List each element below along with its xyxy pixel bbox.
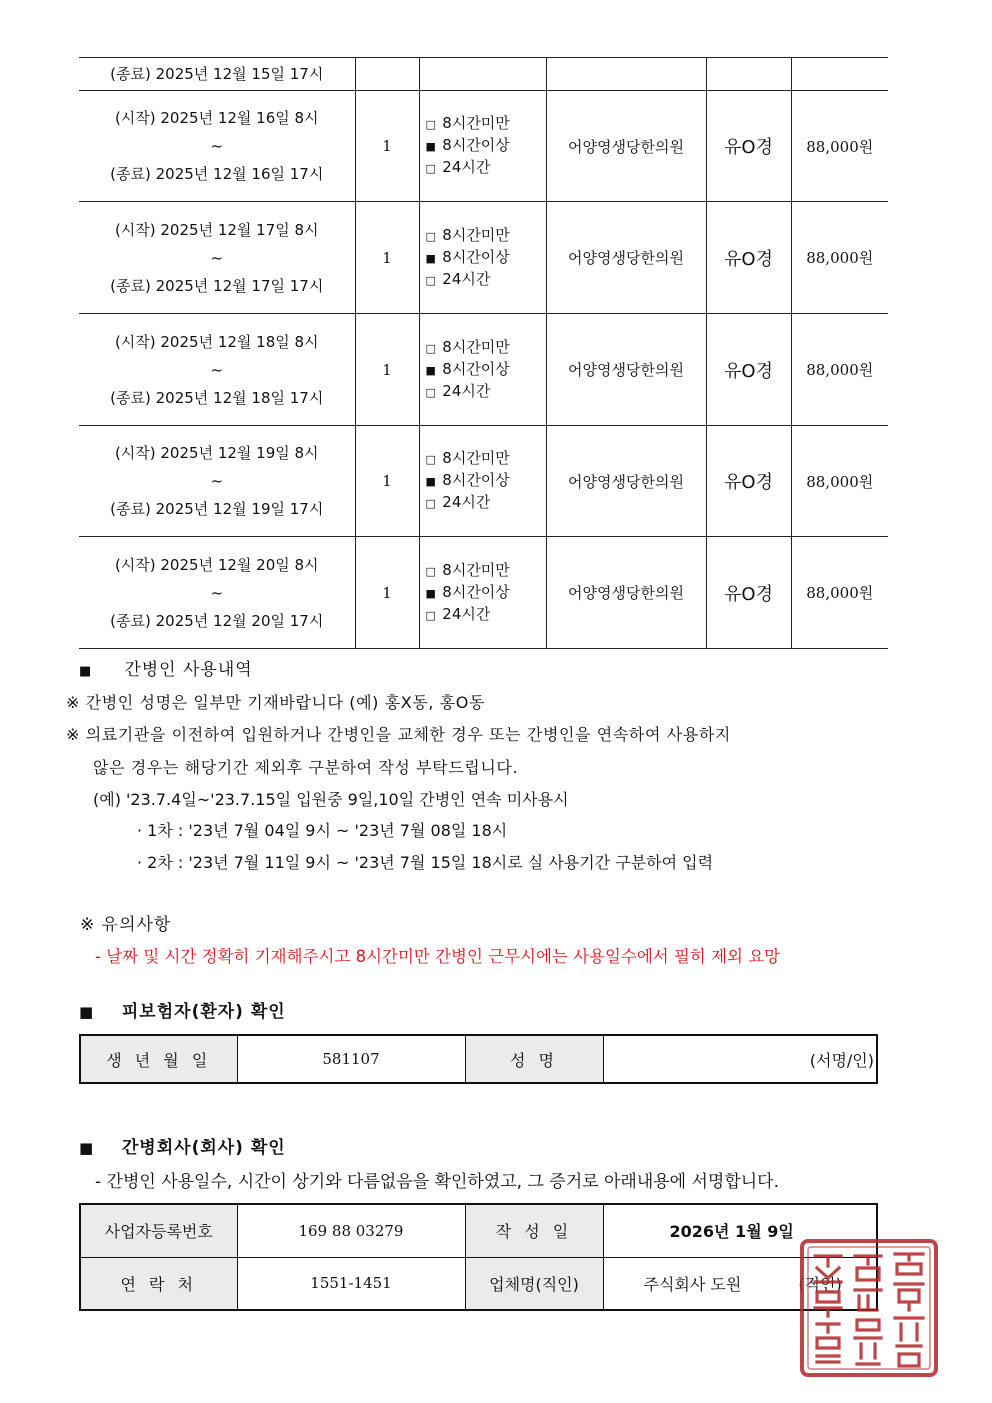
care-hours-option[interactable] <box>426 135 546 157</box>
insured-section-heading <box>79 997 286 1022</box>
care-hours-option-label: 8시간이상 <box>442 359 510 378</box>
care-hours-option[interactable] <box>426 381 546 403</box>
usage-example-second: · 2차 : '23년 7월 11일 9시 ~ '23년 7월 15일 18시로 실 사용기간 구분하여 입력 <box>137 853 714 872</box>
care-hours-options <box>419 426 546 537</box>
care-hours-option[interactable] <box>426 560 546 582</box>
usage-example: (예) '23.7.4일~'23.7.15일 입원중 9일,10일 간병인 연속 미사용시 <box>93 790 569 809</box>
care-hours-option[interactable] <box>426 470 546 492</box>
care-hours-option-label: 24시간 <box>442 604 491 623</box>
unchecked-box-icon[interactable]: □ <box>425 564 436 578</box>
company-name-label: 업체명(직인) <box>465 1257 603 1310</box>
signature-field[interactable]: (서명/인) <box>603 1035 877 1083</box>
unchecked-box-icon[interactable]: □ <box>425 453 436 466</box>
care-amount-cell <box>791 58 888 91</box>
company-row-1 <box>80 1204 877 1257</box>
company-name-value[interactable]: 주식회사 도원 <box>643 1274 742 1294</box>
write-date-label: 작 성 일 <box>465 1204 603 1257</box>
care-carer-cell: 유O경 <box>706 91 791 202</box>
reg-number-value[interactable]: 169 88 03279 <box>237 1204 465 1257</box>
caution-heading: ※ 유의사항 <box>80 915 172 935</box>
checked-box-icon[interactable]: ■ <box>425 475 436 488</box>
care-period-start: (시작) 2025년 12월 19일 8시 <box>114 444 319 462</box>
care-carer-cell: 유O경 <box>706 202 791 314</box>
birth-label: 생 년 월 일 <box>80 1035 237 1083</box>
care-hours-options <box>419 202 546 314</box>
care-row <box>79 202 888 314</box>
care-period-end: (종료) 2025년 12월 19일 17시 <box>110 500 324 518</box>
care-amount-cell: 88,000원 <box>791 426 888 537</box>
care-days-cell: 1 <box>355 537 419 649</box>
care-hours-option-label: 24시간 <box>442 493 491 511</box>
usage-bullet: ■ <box>79 664 93 679</box>
company-section-heading <box>79 1133 286 1158</box>
usage-note-transfer-cont: 않은 경우는 해당기간 제외후 구분하여 작성 부탁드립니다. <box>93 758 519 777</box>
care-hours-option-label: 8시간미만 <box>442 114 510 132</box>
company-seal-stamp <box>799 1238 939 1378</box>
company-table <box>79 1203 878 1311</box>
company-seal-label: (직인) <box>798 1274 842 1294</box>
care-hours-options <box>419 58 546 91</box>
care-hours-options <box>419 537 546 649</box>
care-hours-option-label: 8시간미만 <box>442 560 510 579</box>
care-hours-option-label: 24시간 <box>442 158 491 176</box>
care-period-end: (종료) 2025년 12월 18일 17시 <box>110 388 324 407</box>
care-period-cell <box>79 91 355 202</box>
usage-note-transfer: ※ 의료기관을 이전하여 입원하거나 간병인을 교체한 경우 또는 간병인을 연속하여 사용하지 <box>66 725 731 744</box>
care-row <box>79 91 888 202</box>
care-amount-cell: 88,000원 <box>791 537 888 649</box>
care-row <box>79 314 888 426</box>
care-hours-option[interactable] <box>426 448 546 470</box>
care-hours-option-label: 8시간미만 <box>442 449 510 467</box>
care-place-cell: 어양영생당한의원 <box>546 202 706 314</box>
contact-value[interactable]: 1551-1451 <box>237 1257 465 1310</box>
care-usage-table <box>79 57 888 649</box>
unchecked-box-icon[interactable]: □ <box>425 162 436 175</box>
care-period-tilde: ~ <box>210 248 224 267</box>
checked-box-icon[interactable]: ■ <box>425 363 436 377</box>
usage-title: 간병인 사용내역 <box>124 660 253 680</box>
care-place-cell: 어양영생당한의원 <box>546 91 706 202</box>
usage-note-name: ※ 간병인 성명은 일부만 기재바랍니다 (예) 홍X동, 홍O동 <box>66 693 486 712</box>
care-row <box>79 426 888 537</box>
care-carer-cell: 유O경 <box>706 426 791 537</box>
care-period-start: (시작) 2025년 12월 17일 8시 <box>114 220 319 239</box>
birth-value[interactable]: 581107 <box>237 1035 465 1083</box>
care-period-tilde: ~ <box>210 360 224 379</box>
checked-box-icon[interactable]: ■ <box>425 251 436 265</box>
care-period-cell <box>79 202 355 314</box>
care-hours-option-label: 8시간미만 <box>442 337 510 356</box>
care-days-cell: 1 <box>355 202 419 314</box>
company-title: 간병회사(회사) 확인 <box>121 1138 286 1158</box>
care-period-start: (시작) 2025년 12월 18일 8시 <box>114 332 319 351</box>
care-table-body <box>79 58 888 649</box>
care-place-cell <box>546 58 706 91</box>
care-hours-option-label: 8시간미만 <box>442 225 510 244</box>
insured-title: 피보험자(환자) 확인 <box>121 1002 286 1022</box>
care-days-cell: 1 <box>355 426 419 537</box>
care-hours-option[interactable] <box>426 269 546 291</box>
care-hours-option[interactable] <box>426 113 546 135</box>
care-days-cell: 1 <box>355 91 419 202</box>
care-hours-option[interactable] <box>426 157 546 179</box>
usage-example-first: · 1차 : '23년 7월 04일 9시 ~ '23년 7월 08일 18시 <box>137 821 508 840</box>
care-amount-cell: 88,000원 <box>791 314 888 426</box>
insured-row <box>80 1035 877 1083</box>
care-row <box>79 58 888 91</box>
unchecked-box-icon[interactable]: □ <box>425 341 436 355</box>
unchecked-box-icon[interactable]: □ <box>425 385 436 399</box>
company-bullet: ■ <box>79 1139 95 1157</box>
unchecked-box-icon[interactable]: □ <box>425 608 436 622</box>
care-place-cell: 어양영생당한의원 <box>546 426 706 537</box>
unchecked-box-icon[interactable]: □ <box>425 497 436 510</box>
care-period-end: (종료) 2025년 12월 15일 17시 <box>110 65 324 83</box>
care-days-cell: 1 <box>355 314 419 426</box>
caution-text: - 날짜 및 시간 정확히 기재해주시고 8시간미만 간병인 근무시에는 사용일수에서 필히 제외 요망 <box>95 947 781 966</box>
name-label: 성 명 <box>465 1035 603 1083</box>
checked-box-icon[interactable]: ■ <box>425 586 436 600</box>
company-statement: - 간병인 사용일수, 시간이 상기와 다름없음을 확인하였고, 그 증거로 아래내용에 서명합니다. <box>95 1172 779 1192</box>
care-hours-option-label: 8시간이상 <box>442 136 510 154</box>
usage-section-heading <box>79 655 253 680</box>
care-period-cell <box>79 314 355 426</box>
care-amount-cell: 88,000원 <box>791 91 888 202</box>
care-period-cell <box>79 58 355 91</box>
write-date-value[interactable]: 2026년 1월 9일 <box>603 1204 877 1257</box>
care-period-tilde: ~ <box>210 583 224 602</box>
care-period-cell <box>79 426 355 537</box>
care-hours-option[interactable] <box>426 604 546 626</box>
care-carer-cell: 유O경 <box>706 314 791 426</box>
care-days-cell <box>355 58 419 91</box>
care-place-cell: 어양영생당한의원 <box>546 537 706 649</box>
care-period-cell <box>79 537 355 649</box>
care-hours-options <box>419 314 546 426</box>
insured-bullet: ■ <box>79 1003 95 1021</box>
contact-label: 연 락 처 <box>80 1257 237 1310</box>
care-hours-option-label: 24시간 <box>442 269 491 288</box>
care-amount-cell: 88,000원 <box>791 202 888 314</box>
unchecked-box-icon[interactable]: □ <box>425 229 436 243</box>
care-period-end: (종료) 2025년 12월 16일 17시 <box>110 165 324 183</box>
reg-number-label: 사업자등록번호 <box>80 1204 237 1257</box>
unchecked-box-icon[interactable]: □ <box>425 273 436 287</box>
care-period-end: (종료) 2025년 12월 20일 17시 <box>110 611 324 630</box>
care-hours-option[interactable] <box>426 582 546 604</box>
care-period-start: (시작) 2025년 12월 20일 8시 <box>114 555 319 574</box>
care-hours-option-label: 8시간이상 <box>442 582 510 601</box>
care-period-tilde: ~ <box>210 137 224 155</box>
care-carer-cell: 유O경 <box>706 537 791 649</box>
care-period-tilde: ~ <box>210 472 224 490</box>
care-period-end: (종료) 2025년 12월 17일 17시 <box>110 276 324 295</box>
insured-table <box>79 1034 878 1084</box>
care-carer-cell <box>706 58 791 91</box>
care-hours-option[interactable] <box>426 492 546 514</box>
care-hours-options <box>419 91 546 202</box>
care-hours-option[interactable] <box>426 225 546 247</box>
care-period-start: (시작) 2025년 12월 16일 8시 <box>114 109 319 127</box>
checked-box-icon[interactable]: ■ <box>425 140 436 153</box>
care-hours-option[interactable] <box>426 247 546 269</box>
care-place-cell: 어양영생당한의원 <box>546 314 706 426</box>
care-hours-option-label: 24시간 <box>442 381 491 400</box>
care-hours-option[interactable] <box>426 337 546 359</box>
unchecked-box-icon[interactable]: □ <box>425 118 436 131</box>
care-hours-option[interactable] <box>426 359 546 381</box>
care-hours-option-label: 8시간이상 <box>442 471 510 489</box>
care-hours-option-label: 8시간이상 <box>442 247 510 266</box>
care-row <box>79 537 888 649</box>
company-row-2 <box>80 1257 877 1310</box>
